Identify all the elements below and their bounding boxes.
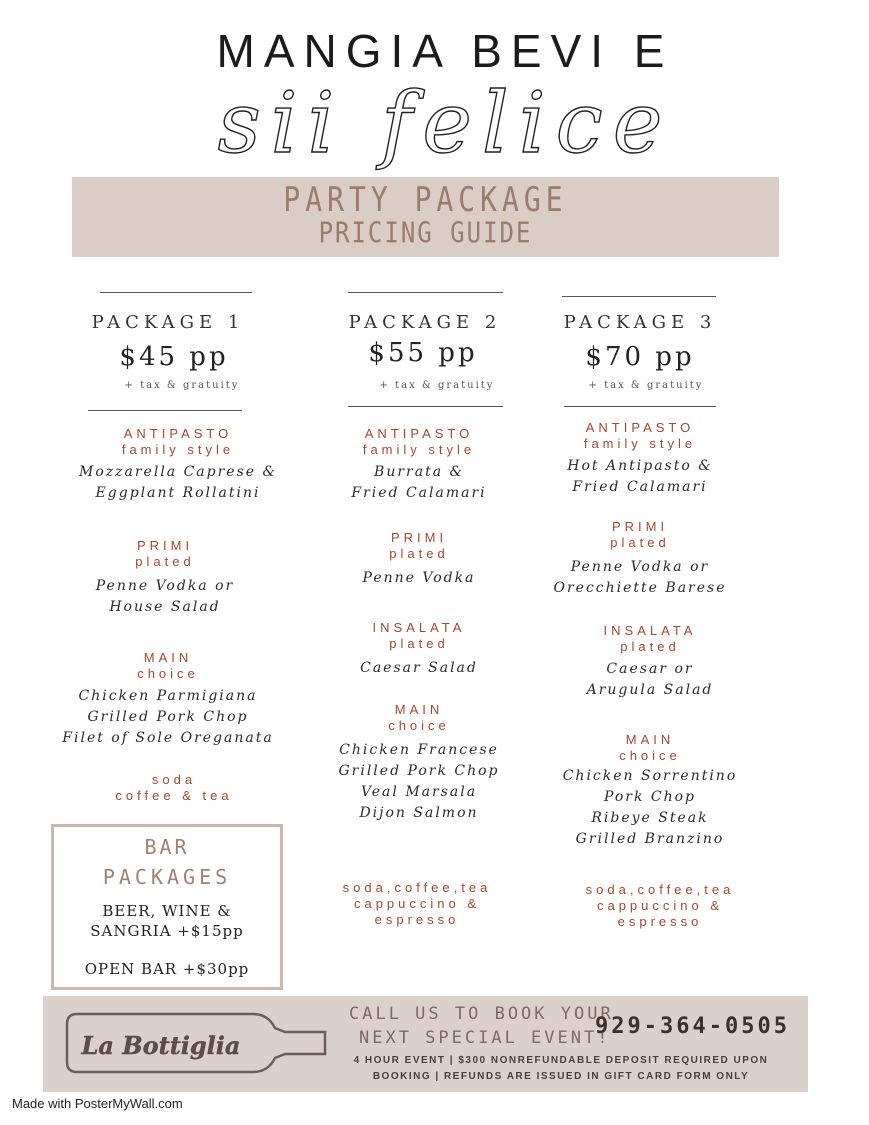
title-script-lettering	[150, 80, 740, 175]
divider	[100, 292, 252, 293]
menu-section-primi	[299, 530, 539, 589]
poster-title	[150, 20, 740, 170]
pricing-guide-banner	[72, 177, 779, 257]
menu-section-primi	[520, 519, 760, 599]
menu-section-insalata	[299, 620, 539, 679]
menu-section-antipasto	[299, 426, 539, 504]
section-heading: MAIN	[143, 650, 193, 665]
divider	[562, 296, 716, 297]
menu-item: Penne Vodka or	[95, 578, 235, 594]
section-heading: ANTIPASTO	[585, 420, 695, 435]
credit-text: Made with PosterMyWall.com	[12, 1096, 183, 1111]
menu-item: Arugula Salad	[586, 682, 714, 698]
menu-item: Grilled Pork Chop	[338, 763, 500, 779]
section-subheading: family style	[583, 436, 697, 451]
menu-item: Grilled Branzino	[575, 831, 725, 847]
section-heading: INSALATA	[603, 623, 697, 638]
section-subheading: plated	[389, 636, 449, 651]
section-heading: ANTIPASTO	[364, 426, 474, 441]
menu-item: Mozzarella Caprese &	[79, 464, 277, 480]
divider	[564, 406, 716, 407]
package-price: $45 pp	[119, 342, 229, 372]
section-subheading: plated	[135, 554, 195, 569]
section-subheading: choice	[137, 666, 199, 681]
menu-section-main	[530, 732, 770, 850]
section-subheading: espresso	[374, 912, 460, 927]
bar-option: SANGRIA +$15pp	[90, 922, 244, 940]
package-price: $55 pp	[368, 338, 478, 368]
menu-section-main	[48, 650, 288, 749]
svg-text:La Bottiglia: La Bottiglia	[81, 1031, 241, 1060]
call-to-action: NEXT SPECIAL EVENT!	[359, 1028, 611, 1048]
menu-item: House Salad	[109, 599, 221, 615]
section-subheading: plated	[620, 639, 680, 654]
package-price: $70 pp	[585, 342, 695, 372]
menu-item: Burrata &	[374, 464, 464, 480]
menu-item: Pork Chop	[603, 789, 697, 805]
package-tax-note: + tax & gratuity	[124, 380, 240, 391]
menu-item: Chicken Sorrentino	[562, 768, 738, 784]
menu-section-drinks	[540, 882, 780, 930]
menu-item: Chicken Francese	[339, 742, 499, 758]
section-subheading: coffee & tea	[115, 788, 233, 803]
bar-option: BEER, WINE &	[102, 902, 232, 920]
divider	[348, 292, 503, 293]
menu-item: Fried Calamari	[572, 479, 708, 495]
section-subheading: plated	[610, 535, 670, 550]
menu-item: Dijon Salmon	[359, 805, 479, 821]
banner-line-2: PRICING GUIDE	[318, 216, 533, 250]
menu-item: Ribeye Steak	[591, 810, 709, 826]
banner-line-1: PARTY PACKAGE	[283, 179, 568, 220]
package-tax-note: + tax & gratuity	[588, 380, 704, 391]
section-subheading: family style	[121, 442, 235, 457]
section-heading: soda	[151, 772, 197, 787]
title-line-1: MANGIA BEVI E	[216, 25, 674, 77]
menu-section-primi	[45, 538, 285, 618]
section-heading: MAIN	[394, 702, 444, 717]
section-heading: PRIMI	[611, 519, 669, 534]
footer-banner	[43, 996, 808, 1092]
bar-heading: BAR	[144, 835, 190, 859]
menu-item: Filet of Sole Oreganata	[62, 730, 274, 746]
menu-item: Fried Calamari	[351, 485, 487, 501]
menu-section-antipasto	[58, 426, 298, 504]
section-heading: PRIMI	[390, 530, 448, 545]
section-subheading: family style	[362, 442, 476, 457]
section-subheading: choice	[388, 718, 450, 733]
divider	[348, 406, 503, 407]
bar-option: OPEN BAR +$30pp	[84, 960, 250, 978]
section-subheading: plated	[389, 546, 449, 561]
section-subheading: espresso	[617, 914, 703, 929]
bar-packages-box	[51, 824, 283, 990]
menu-item: Orecchiette Barese	[553, 580, 727, 596]
bar-heading: PACKAGES	[102, 865, 232, 889]
package-name: PACKAGE 1	[91, 312, 245, 333]
menu-section-drinks	[297, 880, 537, 928]
package-name: PACKAGE 3	[563, 312, 717, 333]
section-subheading: choice	[619, 748, 681, 763]
menu-item: Eggplant Rollatini	[95, 485, 261, 501]
section-subheading: cappuccino &	[353, 896, 481, 911]
call-to-action: CALL US TO BOOK YOUR	[349, 1004, 614, 1024]
bottle-logo	[63, 1010, 333, 1076]
section-subheading: cappuccino &	[596, 898, 724, 913]
section-heading: ANTIPASTO	[123, 426, 233, 441]
phone-number[interactable]: 929-364-0505	[595, 1014, 790, 1039]
section-heading: soda,coffee,tea	[585, 882, 735, 897]
menu-item: Grilled Pork Chop	[87, 709, 249, 725]
package-tax-note: + tax & gratuity	[379, 380, 495, 391]
section-heading: PRIMI	[136, 538, 194, 553]
menu-item: Penne Vodka or	[570, 559, 710, 575]
menu-item: Chicken Parmigiana	[78, 688, 258, 704]
svg-text:sii felice: sii felice	[217, 80, 673, 172]
terms-text: 4 HOUR EVENT | $300 NONREFUNDABLE DEPOSIT REQUIRED UPON	[353, 1055, 769, 1066]
menu-item: Caesar Salad	[360, 660, 478, 676]
terms-text: BOOKING | REFUNDS ARE ISSUED IN GIFT CARD FORM ONLY	[372, 1071, 750, 1082]
menu-item: Hot Antipasto &	[567, 458, 713, 474]
divider	[88, 410, 242, 411]
section-heading: MAIN	[625, 732, 675, 747]
menu-section-antipasto	[520, 420, 760, 498]
menu-item: Caesar or	[606, 661, 694, 677]
menu-item: Penne Vodka	[362, 570, 476, 586]
package-name: PACKAGE 2	[348, 312, 502, 333]
menu-section-main	[299, 702, 539, 824]
menu-section-insalata	[530, 623, 770, 701]
section-heading: soda,coffee,tea	[342, 880, 492, 895]
menu-section-drinks	[54, 772, 294, 804]
menu-item: Veal Marsala	[360, 784, 478, 800]
section-heading: INSALATA	[372, 620, 466, 635]
